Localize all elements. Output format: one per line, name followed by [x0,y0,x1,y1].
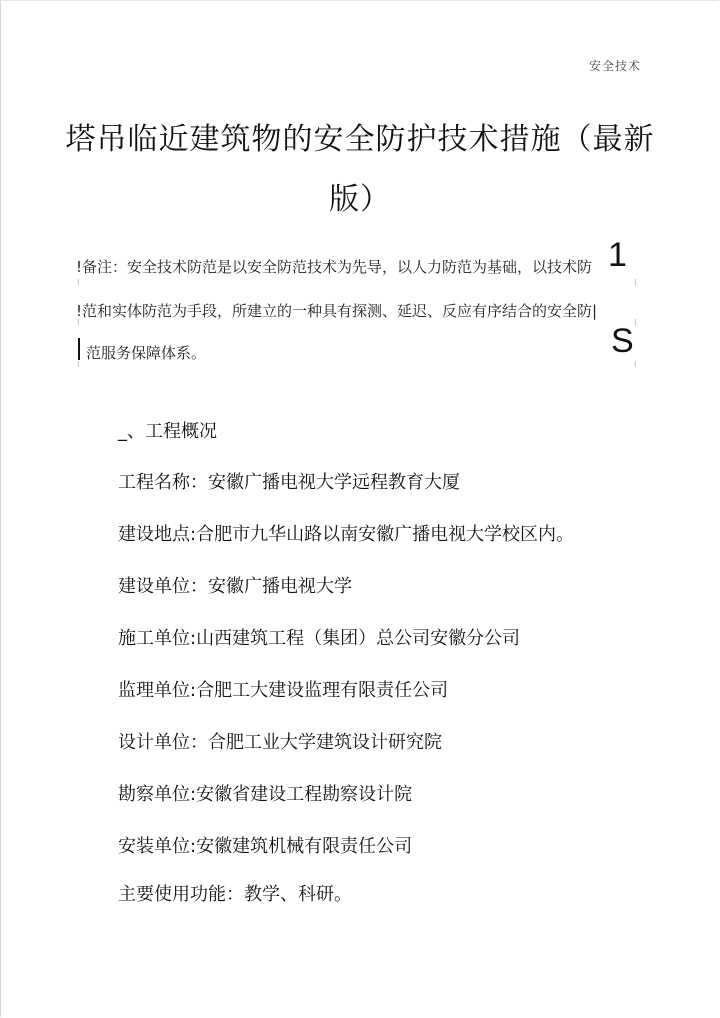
info-line-project-name: 工程名称：安徽广播电视大学远程教育大厦 [118,472,460,493]
info-line-function: 主要使用功能：教学、科研。 [118,884,352,905]
info-line-surveyor: 勘察单位:安徽省建设工程勘察设计院 [118,784,413,805]
note-line-1: !备注：安全技术防范是以安全防范技术为先导，以人力防范为基础，以技术防 [76,258,593,276]
note-left-bar [78,338,80,360]
info-line-contractor: 施工单位:山西建筑工程（集团）总公司安徽分公司 [118,628,521,649]
document-title-line-1: 塔吊临近建筑物的安全防护技术措施（最新 [65,122,655,157]
document-title-line-2: 版） [329,182,391,217]
info-line-supervisor: 监理单位:合肥工大建设监理有限责任公司 [118,680,449,701]
note-line-3: 范服务保障体系。 [86,344,207,362]
note-glyph-top: 1 [608,236,627,274]
info-line-installer: 安装单位:安徽建筑机械有限责任公司 [118,836,413,857]
section-heading: _、工程概况 [118,421,217,442]
note-line-2: !范和实体防范为手段，所建立的一种具有探测、延迟、反应有序结合的安全防| [76,302,598,320]
info-line-designer: 设计单位：合肥工业大学建筑设计研究院 [118,732,442,753]
header-category: 安全技术 [588,59,641,73]
note-glyph-bottom: S [611,322,634,360]
info-line-location: 建设地点:合肥市九华山路以南安徽广播电视大学校区内。 [118,524,575,545]
info-line-owner: 建设单位：安徽广播电视大学 [118,576,352,597]
